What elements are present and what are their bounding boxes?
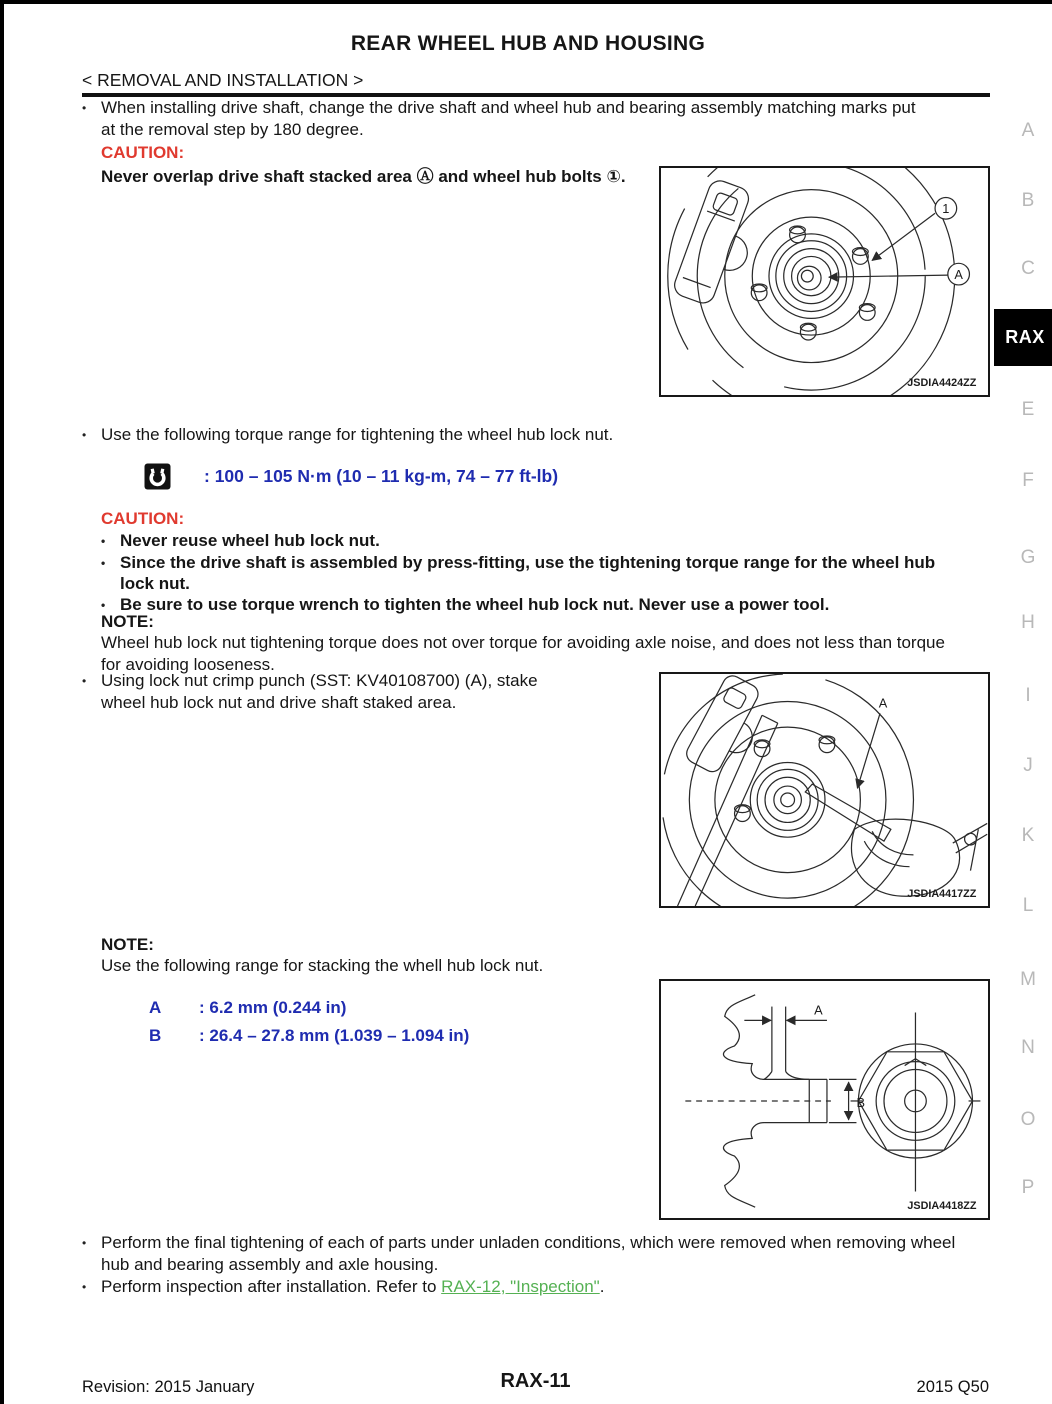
bullet-text: When installing drive shaft, change the drive shaft and wheel hub and bearing assembly matching marks put at the removal step by 180 degree. — [101, 98, 916, 139]
dimension-b-label: B — [856, 1094, 865, 1110]
section-tab-c[interactable]: C — [1021, 258, 1035, 279]
bullet-inspection — [82, 1276, 962, 1298]
figure-caption: JSDIA4417ZZ — [907, 888, 977, 901]
callout-a: A — [954, 267, 963, 283]
inspection-text-prefix: Perform inspection after installation. Refer to — [101, 1277, 442, 1296]
figure-caption: JSDIA4418ZZ — [907, 1200, 977, 1213]
bullet-dot: • — [82, 428, 87, 442]
caution-label-2: CAUTION: — [101, 509, 185, 528]
bullet-dot: • — [82, 101, 87, 115]
section-subtitle: < REMOVAL AND INSTALLATION > — [82, 70, 364, 90]
bullet-final-tightening — [82, 1232, 962, 1276]
figure-caption: JSDIA4424ZZ — [907, 377, 977, 390]
bullet-text: Use the following torque range for tightening the wheel hub lock nut. — [101, 425, 614, 444]
caution-item: • Be sure to use torque wrench to tighten the wheel hub lock nut. Never use a power tool. — [101, 595, 830, 614]
callout-a: A — [878, 695, 888, 711]
bullet-text: Using lock nut crimp punch (SST: KV40108700) (A), stake wheel hub lock nut and drive shaft staked area. — [101, 671, 538, 712]
section-tab-n[interactable]: N — [1021, 1037, 1035, 1058]
brake-caliper — [683, 674, 775, 782]
bullet-dot: • — [82, 1280, 87, 1294]
inspection-reference-link[interactable]: RAX-12, "Inspection" — [441, 1277, 600, 1296]
bullet-text: Perform the final tightening of each of parts under unladen conditions, which were removed when removing wheel hub and bearing assembly and axle housing. — [101, 1233, 956, 1274]
page-title: REAR WHEEL HUB AND HOUSING — [350, 32, 706, 55]
spec-b-value: : 26.4 – 27.8 mm (1.039 – 1.094 in) — [199, 1026, 470, 1045]
caution-item: • Never reuse wheel hub lock nut. — [101, 531, 380, 550]
caution-list — [101, 530, 961, 616]
footer-page-number: RAX-11 — [500, 1370, 571, 1392]
stake-lock-nut-illustration — [661, 674, 988, 906]
figure-hub-matching-marks — [659, 166, 990, 397]
section-tab-rax-active[interactable]: RAX — [994, 309, 1052, 366]
section-tab-j[interactable]: J — [1023, 755, 1033, 776]
caution-item: • Since the drive shaft is assembled by press-fitting, use the tightening torque range for the wheel hub lock nut. — [101, 553, 936, 593]
section-tab-a[interactable]: A — [1021, 120, 1035, 141]
section-tab-h[interactable]: H — [1021, 612, 1035, 633]
spec-b-label: B — [149, 1026, 162, 1045]
note-label-1: NOTE: — [101, 612, 154, 631]
inspection-text-suffix: . — [599, 1277, 605, 1296]
footer-revision: Revision: 2015 January — [82, 1378, 255, 1396]
section-tab-f[interactable]: F — [1022, 470, 1034, 491]
brake-caliper — [671, 178, 768, 313]
section-tab-e[interactable]: E — [1021, 399, 1035, 420]
bullet-dot: • — [82, 674, 87, 688]
spec-a-label: A — [149, 998, 162, 1017]
spec-a-value: : 6.2 mm (0.244 in) — [199, 998, 347, 1017]
bullet-torque-range — [82, 424, 927, 446]
dimension-a-label: A — [814, 1002, 823, 1018]
note-text-1: Wheel hub lock nut tightening torque does not over torque for avoiding axle noise, and does not less than torque for avoiding looseness. — [101, 633, 945, 674]
section-tab-g[interactable]: G — [1020, 547, 1036, 568]
figure-stake-dimensions — [659, 979, 990, 1220]
section-tab-i[interactable]: I — [1025, 685, 1031, 706]
hub-matching-marks-illustration — [661, 168, 988, 395]
torque-wrench-icon — [144, 463, 171, 490]
section-tab-b[interactable]: B — [1021, 190, 1035, 211]
bullet-crimp-punch — [82, 670, 582, 714]
section-tab-l[interactable]: L — [1022, 895, 1034, 916]
callout-1: 1 — [942, 201, 950, 217]
note-label-2: NOTE: — [101, 935, 154, 954]
section-tab-o[interactable]: O — [1020, 1109, 1036, 1130]
section-tab-p[interactable]: P — [1021, 1177, 1035, 1198]
bullet-dot: • — [101, 534, 106, 548]
section-tab-m[interactable]: M — [1020, 969, 1036, 990]
bullet-dot: • — [101, 556, 106, 570]
figure-stake-lock-nut — [659, 672, 990, 908]
section-tab-k[interactable]: K — [1021, 825, 1035, 846]
bullet-text — [101, 1276, 604, 1298]
bullet-dot: • — [101, 598, 106, 612]
bullet-dot: • — [82, 1236, 87, 1250]
bullet-install-drive-shaft — [82, 97, 927, 141]
caution-text-1: Never overlap drive shaft stacked area Ⓐ and wheel hub bolts ①. — [101, 167, 626, 186]
torque-spec-value: : 100 – 105 N·m (10 – 11 kg-m, 74 – 77 ft-lb) — [204, 466, 559, 486]
caution-label-1: CAUTION: — [101, 143, 185, 162]
note-text-2: Use the following range for stacking the whell hub lock nut. — [101, 956, 544, 975]
footer-model: 2015 Q50 — [916, 1378, 989, 1396]
stake-dimensions-illustration — [661, 981, 988, 1218]
